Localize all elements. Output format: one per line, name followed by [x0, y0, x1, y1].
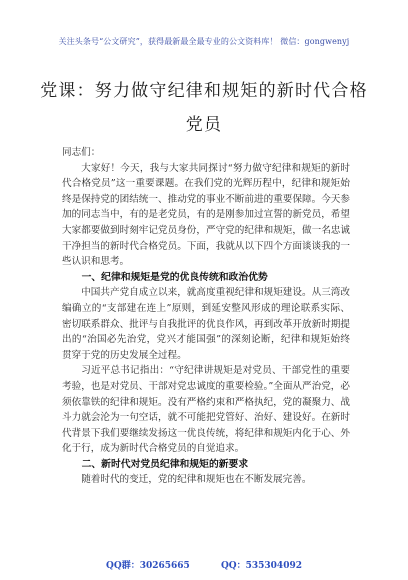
- document-body: [62, 145, 350, 488]
- header-banner: 关注头条号“公文研究”，获得最新最全最专业的公文资料库！ 微信：gongwenyj: [58, 37, 350, 46]
- greeting: 同志们：: [62, 147, 101, 158]
- qq-text: QQ：535304092: [220, 561, 302, 571]
- section-1-heading: 一、纪律和规矩是党的优良传统和政治优势: [81, 271, 268, 283]
- qq-group-text: QQ群：30265665: [106, 561, 190, 571]
- section-2-heading: 二、新时代对党员纪律和规矩的新要求: [81, 458, 249, 470]
- section-2-paragraph-1: 随着时代的变迁，党的纪律和规矩也在不断发展完善。: [81, 474, 312, 486]
- intro-paragraph: 大家好！今天，我与大家共同探讨“努力做守纪律和规矩的新时代合格党员”这一重要课题。在我们党的光辉历程中，纪律和规矩始终是保持党的团结统一、推动党的事业不断前进的重要保障。今天参加的同志当中，有的是老党员，有的是刚参加过宣誓的新党员，希望大家都要做到时刻牢记党员身份，严守党的纪律和规矩，做一名忠诚干净担当的新时代合格党员。下面，我就从以下四个方面谈谈我的一些认识和思考。: [62, 162, 350, 268]
- section-1-paragraph-1: 中国共产党自成立以来，就高度重视纪律和规矩建设。从三湾改编确立的“支部建在连上”原则，到延安整风形成的理论联系实际、密切联系群众、批评与自我批评的优良作风，再到改革开放新时期提出的“治国必先治党，党兴才能国强”的深刻论断，纪律和规矩始终贯穿于党的历史发展全过程。: [62, 287, 350, 361]
- section-1-paragraph-2: 习近平总书记指出：“守纪律讲规矩是对党员、干部党性的重要考验，也是对党员、干部对党忠诚度的重要检验。”全面从严治党，必须依靠铁的纪律和规矩。没有严格约束和严格执纪，党的凝聚力、战斗力就会沦为一句空话，就不可能把党管好、治好、建设好。在新时代背景下我们要继续发扬这一优良传统，将纪律和规矩内化于心、外化于行，成为新时代合格党员的自觉追求。: [62, 365, 350, 455]
- document-title-line-2: 党员: [185, 115, 223, 135]
- footer-contact: [0, 558, 408, 571]
- document-title-line-1: 党课：努力做守纪律和规矩的新时代合格: [40, 81, 368, 101]
